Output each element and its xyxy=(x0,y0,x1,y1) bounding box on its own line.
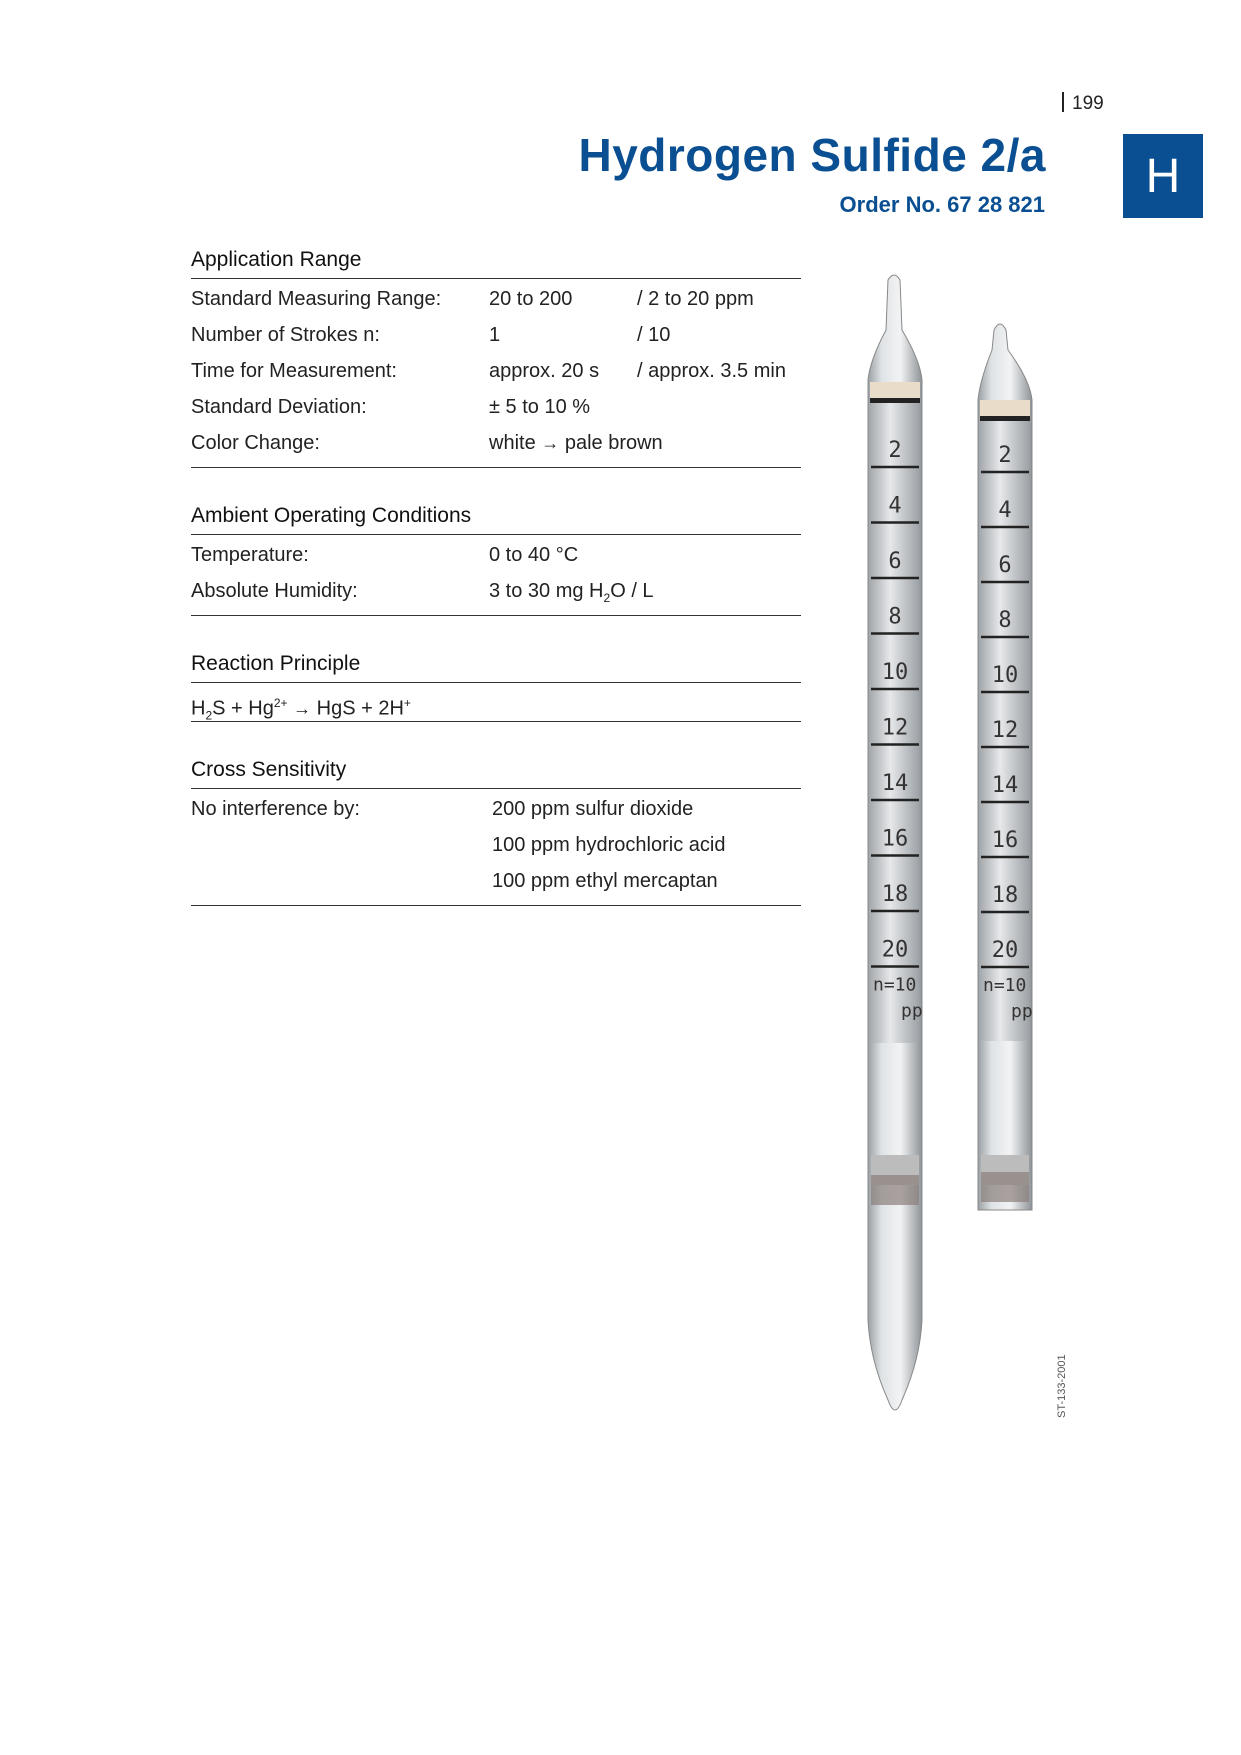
list-item: 100 ppm hydrochloric acid xyxy=(492,834,726,856)
left-tube xyxy=(868,275,923,1410)
color-from: white xyxy=(489,432,536,454)
page-number xyxy=(1062,92,1104,115)
left-tube-foot-label: n=10 xyxy=(873,974,917,996)
row-value xyxy=(489,573,801,609)
left-tube-scale-label: 20 xyxy=(881,937,909,963)
eq-part: S + Hg xyxy=(212,697,274,720)
reaction-equation xyxy=(191,685,801,721)
table-row xyxy=(191,573,801,609)
right-tube-scale-label: 10 xyxy=(991,663,1019,688)
table-row xyxy=(191,317,801,353)
section-heading: Application Range xyxy=(191,248,801,279)
eq-part: H xyxy=(191,697,206,720)
table-row xyxy=(191,281,801,317)
row-value: ± 5 to 10 % xyxy=(489,396,591,418)
equation-text xyxy=(191,685,411,721)
ambient-conditions-section xyxy=(191,504,801,616)
row-label: Standard Deviation: xyxy=(191,396,367,418)
superscript: 2+ xyxy=(273,696,288,710)
list-item: 100 ppm ethyl mercaptan xyxy=(492,870,718,892)
right-tube-scale-label: 12 xyxy=(991,718,1019,743)
left-tube-scale-label: 2 xyxy=(888,438,902,463)
left-tube-scale-label: 16 xyxy=(881,826,909,852)
row-value xyxy=(489,425,801,461)
table-row xyxy=(191,863,801,899)
humidity-text: 3 to 30 mg H xyxy=(489,580,604,602)
left-tube-scale-label: 12 xyxy=(881,715,909,741)
left-tube-scale-label: 8 xyxy=(888,604,902,630)
right-tube-scale-label: 18 xyxy=(991,883,1019,908)
left-tube-scale-label: 6 xyxy=(888,549,902,574)
humidity-text: O / L xyxy=(610,580,654,602)
section-heading: Ambient Operating Conditions xyxy=(191,504,801,535)
table-row xyxy=(191,827,801,863)
row-label: No interference by: xyxy=(191,798,360,820)
right-tube-foot-label: pp xyxy=(1011,1001,1033,1022)
left-tube-scale-label: 18 xyxy=(881,882,909,907)
row-label: Absolute Humidity: xyxy=(191,580,358,602)
row-value: 0 to 40 °C xyxy=(489,544,579,566)
section-heading: Reaction Principle xyxy=(191,652,801,683)
row-label: Standard Measuring Range: xyxy=(191,288,442,310)
color-to: pale brown xyxy=(564,432,663,454)
left-tube-foot-label: pp xyxy=(901,1000,923,1022)
subscript: 2 xyxy=(603,591,611,605)
list-item: 200 ppm sulfur dioxide xyxy=(492,798,694,820)
table-row xyxy=(191,353,801,389)
right-tube-foot-label: n=10 xyxy=(983,975,1027,996)
table-row xyxy=(191,389,801,425)
right-tube-scale-label: 6 xyxy=(998,553,1012,578)
section-heading: Cross Sensitivity xyxy=(191,758,801,789)
right-tube-scale-label: 4 xyxy=(998,498,1012,523)
order-number: Order No. 67 28 821 xyxy=(839,192,1045,217)
row-label: Color Change: xyxy=(191,432,320,454)
row-value: 20 to 200 xyxy=(489,288,573,310)
right-tube-scale-label: 16 xyxy=(991,828,1019,853)
row-value-alt: / 2 to 20 ppm xyxy=(637,288,754,310)
page-title: Hydrogen Sulfide 2/a xyxy=(578,129,1046,181)
row-value-alt: / approx. 3.5 min xyxy=(637,360,786,382)
row-label-empty xyxy=(191,863,492,899)
row-label: Number of Strokes n: xyxy=(191,324,380,346)
right-tube-scale-label: 8 xyxy=(998,608,1012,633)
application-range-section xyxy=(191,248,801,468)
arrow-icon: → xyxy=(293,698,312,719)
row-value-alt: / 10 xyxy=(637,324,671,346)
right-tube-scale-label: 2 xyxy=(998,443,1012,468)
right-tube-scale-label: 20 xyxy=(991,938,1019,963)
right-tube xyxy=(978,324,1033,1210)
superscript: + xyxy=(403,696,411,710)
row-value: approx. 20 s xyxy=(489,360,600,382)
table-row xyxy=(191,425,801,461)
left-tube-scale-label: 4 xyxy=(888,493,902,519)
row-label: Time for Measurement: xyxy=(191,360,397,382)
subscript: 2 xyxy=(205,708,213,723)
section-tab-letter: H xyxy=(1123,134,1203,218)
photo-credit: ST-133-2001 xyxy=(1056,1354,1068,1418)
row-label: Temperature: xyxy=(191,544,309,566)
right-tube-scale-label: 14 xyxy=(991,773,1019,798)
cross-sensitivity-section xyxy=(191,758,801,906)
row-label-empty xyxy=(191,827,492,863)
page-number-text: 199 xyxy=(1072,93,1104,114)
eq-part: HgS + 2H xyxy=(316,697,404,720)
reaction-principle-section xyxy=(191,652,801,722)
page-number-divider xyxy=(1062,92,1064,112)
left-tube-scale-label: 10 xyxy=(881,660,909,685)
spec-content xyxy=(191,248,801,942)
row-value: 1 xyxy=(489,324,501,346)
table-row xyxy=(191,537,801,573)
arrow-icon: → xyxy=(541,433,560,453)
detector-tubes-photo xyxy=(840,270,1080,1420)
left-tube-scale-label: 14 xyxy=(881,771,909,796)
table-row xyxy=(191,791,801,827)
